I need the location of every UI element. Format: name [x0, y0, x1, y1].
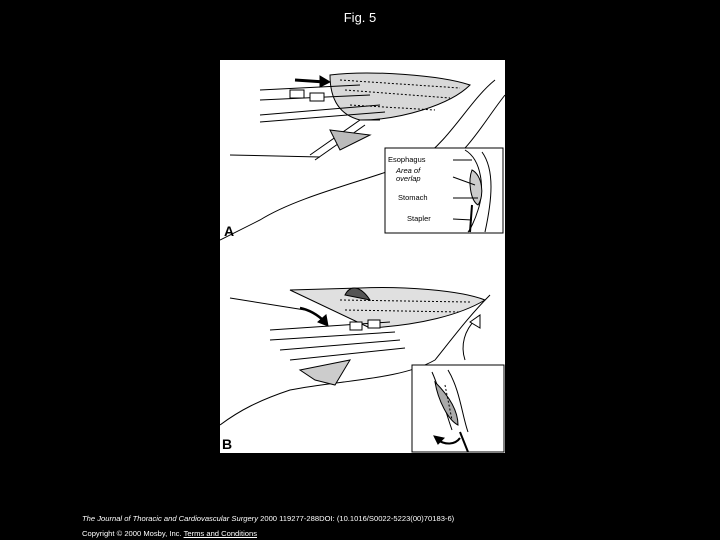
copyright-line: [82, 529, 257, 538]
terms-and-conditions-link[interactable]: Terms and Conditions: [183, 529, 258, 538]
figure-title: Fig. 5: [343, 10, 377, 25]
surgical-illustration: [220, 60, 505, 453]
illustration-drawing: [220, 60, 505, 453]
inset-label-area-line2: overlap: [396, 174, 421, 183]
inset-label-stomach: Stomach: [398, 193, 428, 202]
citation-details: 2000 119277-288DOI: (10.1016/S0022-5223(00)70183-6): [258, 514, 455, 523]
citation-line: [82, 514, 454, 523]
panel-label-b: B: [222, 436, 233, 452]
copyright-text: Copyright © 2000 Mosby, Inc.: [82, 529, 184, 538]
inset-label-esophagus: Esophagus: [388, 155, 426, 164]
inset-label-area-line1: Area of: [396, 166, 421, 175]
journal-name: The Journal of Thoracic and Cardiovascular Surgery: [82, 514, 259, 523]
panel-label-a: A: [224, 223, 235, 239]
inset-label-stapler: Stapler: [407, 214, 431, 223]
